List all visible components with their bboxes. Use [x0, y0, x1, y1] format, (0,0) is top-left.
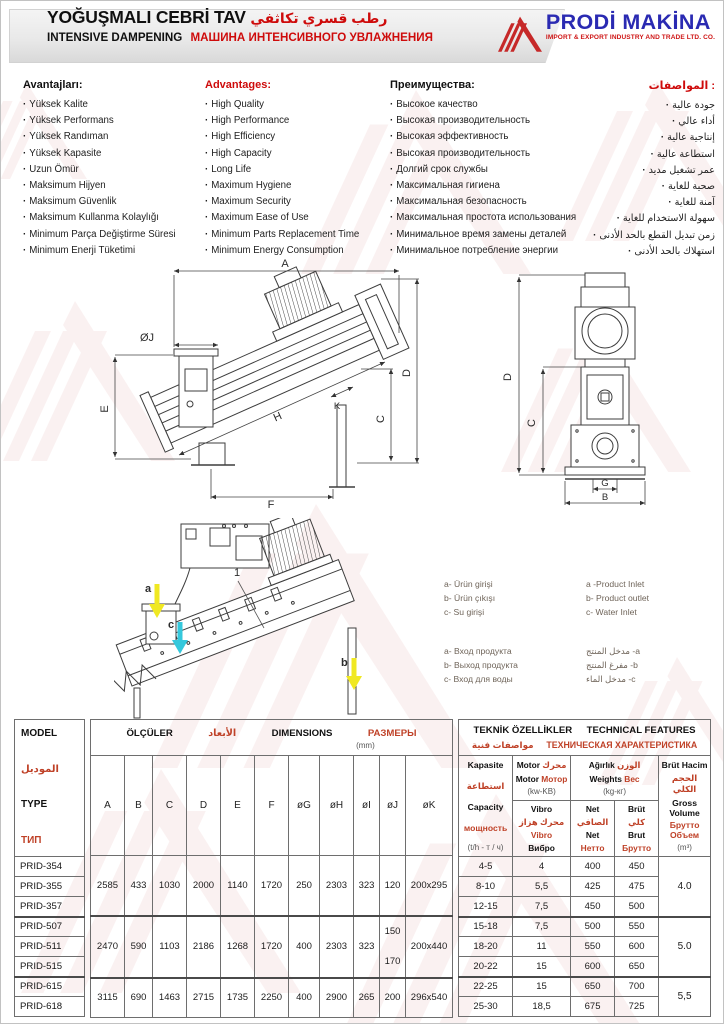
brut-label: Brut [627, 830, 646, 840]
list-item: · صحية للغاية [661, 181, 715, 193]
brut-value: 550 [615, 917, 659, 937]
list-item: · Высокая эффективность [390, 131, 509, 143]
model-name: PRID-515 [15, 957, 85, 977]
capacity-value: 12-15 [459, 897, 513, 917]
table-row [459, 977, 711, 997]
vibro-label: محرك هزاز [518, 817, 565, 827]
dim-label-front-d: D [502, 373, 514, 381]
net-header [571, 801, 614, 856]
dimension-value: 2303 [320, 916, 354, 978]
dimension-value: 3115 [91, 978, 125, 1018]
dim-col-header: øJ [380, 756, 406, 856]
list-item: · استهلاك بالحد الأدنى [628, 245, 715, 257]
list-item: · Maximum Security [205, 196, 291, 208]
list-item: · إنتاجية عالية [660, 132, 715, 144]
model-header-line: الموديل [21, 763, 59, 775]
list-item: · High Capacity [205, 147, 272, 159]
dimension-value: 2250 [255, 978, 289, 1018]
subtitle-russian: МАШИНА ИНТЕНСИВНОГО УВЛАЖНЕНИЯ [190, 31, 433, 44]
list-item: · Минимальное потребление энергии [390, 244, 558, 256]
flow-label-a: a [145, 583, 152, 595]
spec-table [14, 719, 711, 1018]
dimension-value: 120 [380, 856, 406, 916]
model-name: PRID-354 [15, 857, 85, 877]
table-row [15, 957, 85, 977]
feature-list-english [205, 79, 389, 259]
list-item: · Высокое качество [390, 99, 478, 110]
net-value: 450 [571, 897, 615, 917]
net-value: 675 [571, 997, 615, 1017]
brut-label: Brüt [627, 804, 646, 814]
list-item: · زمن تبديل القطع بالحد الأدنى [593, 229, 715, 241]
list-item: · Uzun Ömür [23, 163, 79, 175]
capacity-label: استطاعة [466, 780, 505, 791]
feature-heading-turkish: Avantajları: [23, 79, 83, 91]
net-value: 650 [571, 977, 615, 997]
weights-header [571, 756, 659, 857]
dimensions-title [91, 720, 453, 756]
feature-list-russian [390, 79, 595, 259]
list-item: · Minimum Energy Consumption [205, 244, 344, 256]
list-item: · Yüksek Kapasite [23, 147, 102, 159]
capacity-label: мощность [463, 822, 508, 833]
vibro-label: Вибро [528, 843, 555, 853]
net-value: 550 [571, 937, 615, 957]
model-header [15, 720, 85, 857]
title-arabic: رطب قسري تكاثفي [250, 10, 388, 26]
list-item: · High Performance [205, 115, 290, 127]
dim-col-header: øG [289, 756, 320, 856]
capacity-value: 4-5 [459, 857, 513, 877]
brut-header [614, 801, 658, 856]
capacity-unit: (t/h - т / ч) [467, 843, 504, 852]
net-value: 425 [571, 877, 615, 897]
net-label: Net [585, 830, 600, 840]
table-row [15, 997, 85, 1017]
feature-list-turkish [23, 79, 201, 259]
capacity-value: 18-20 [459, 937, 513, 957]
dims-title-ru: РАЗМЕРЫ [367, 727, 417, 739]
dimension-value: 200x440 [406, 916, 453, 978]
legend-turkish [444, 577, 495, 619]
dims-title-en: DIMENSIONS [271, 727, 333, 739]
dim-col-header: øK [406, 756, 453, 856]
list-item: · جودة عالية [665, 100, 715, 111]
capacity-label: Capacity [467, 802, 504, 812]
dim-label-d: D [401, 369, 413, 377]
dimension-value: 400 [289, 978, 320, 1018]
list-item: · عمر تشغيل مديد [642, 164, 715, 176]
brut-value: 475 [615, 877, 659, 897]
capacity-value: 20-22 [459, 957, 513, 977]
list-item: · استطاعة عالية [650, 148, 715, 160]
table-row [15, 937, 85, 957]
model-name: PRID-355 [15, 877, 85, 897]
model-table [14, 719, 85, 1017]
dim-col-header: øH [320, 756, 354, 856]
table-row [15, 917, 85, 937]
legend-line: a- Ürün girişi [444, 579, 493, 589]
brut-value: 725 [615, 997, 659, 1017]
table-row [91, 916, 453, 937]
motor-value: 11 [513, 937, 571, 957]
motor-value: 5,5 [513, 877, 571, 897]
legend-line: b- Product outlet [586, 593, 650, 603]
brand-tagline: IMPORT & EXPORT INDUSTRY AND TRADE LTD. CO. [545, 34, 715, 41]
dim-label-e: E [99, 405, 111, 413]
dimension-value: 323 [354, 856, 380, 916]
model-header-line: TYPE [21, 799, 48, 811]
legend-line: مفرغ المنتج -b [586, 660, 638, 670]
legend-line: مدخل المنتج -a [586, 646, 641, 656]
volume-label: Gross Volume [669, 797, 700, 818]
list-item: · High Efficiency [205, 131, 276, 143]
side-view-drawing [99, 257, 431, 509]
dimension-value: 200 [380, 978, 406, 1018]
list-item: · أداء عالي [672, 116, 715, 128]
legend-line: b- Выход продукта [444, 660, 518, 670]
feature-items-arabic [593, 98, 715, 260]
dim-label-front-b: B [601, 492, 609, 503]
dimension-value: 2470 [91, 916, 125, 978]
dims-unit: (mm) [356, 740, 375, 750]
weight-label: Ağırlık [588, 759, 615, 770]
dimension-value: 1103 [153, 916, 187, 978]
list-item: · آمنة للغاية [668, 197, 715, 209]
dimension-value: 1720 [255, 916, 289, 978]
dim-label-c: C [375, 415, 387, 423]
volume-unit: (m³) [677, 843, 692, 852]
legend-russian [444, 644, 518, 686]
model-name: PRID-511 [15, 937, 85, 957]
feature-items-russian [390, 97, 595, 259]
dim-label-k: K [333, 401, 341, 412]
tech-title [459, 720, 711, 756]
dimension-value: 2000 [187, 856, 221, 916]
brut-label: كلي [628, 817, 645, 827]
motor-value: 15 [513, 977, 571, 997]
legend-line: c- Su girişi [444, 607, 485, 617]
motor-value: 7,5 [513, 917, 571, 937]
net-value: 400 [571, 857, 615, 877]
dimension-value: 296x540 [406, 978, 453, 1018]
volume-label: Брутто Объем [669, 820, 700, 841]
list-item: · Maksimum Güvenlik [23, 196, 117, 208]
brut-value: 500 [615, 897, 659, 917]
dimension-value: 265 [354, 978, 380, 1018]
net-label: Нетто [580, 843, 605, 853]
model-header-line: ТИП [21, 834, 42, 846]
vibro-label: Vibro [530, 830, 553, 840]
logo-triangle-icon [498, 11, 542, 53]
dim-col-header: C [153, 756, 187, 856]
dim-col-header: A [91, 756, 125, 856]
dim-label-front-g: G [601, 478, 609, 489]
list-item: · Maximum Hygiene [205, 180, 292, 192]
dimension-value: 2715 [187, 978, 221, 1018]
weight-label: الوزن [617, 759, 641, 770]
legend-line: b- Ürün çıkışı [444, 593, 496, 603]
capacity-header [459, 756, 513, 857]
flow-view-drawing [114, 518, 439, 723]
motor-unit: (kw-KB) [527, 787, 556, 797]
model-name: PRID-615 [15, 977, 85, 997]
table-row [15, 857, 85, 877]
dimension-value: 433 [125, 856, 153, 916]
front-view-drawing [493, 257, 709, 509]
motor-value: 4 [513, 857, 571, 877]
weight-label: Вес [624, 773, 640, 784]
gross-volume-value: 4.0 [659, 857, 711, 917]
dimension-value: 1720 [255, 856, 289, 916]
legend-line: c- Water Inlet [586, 607, 637, 617]
capacity-value: 22-25 [459, 977, 513, 997]
capacity-label: Kapasite [467, 760, 504, 770]
dimension-value: 2900 [320, 978, 354, 1018]
dimension-value: 1030 [153, 856, 187, 916]
list-item: · Maksimum Hijyen [23, 180, 106, 192]
legend-line: c- Вход для воды [444, 674, 513, 684]
feature-heading-arabic: المواصفات : [648, 80, 715, 92]
legend-line: مدخل الماء -c [586, 674, 636, 684]
list-item: · سهولة الاستخدام للغاية [616, 213, 715, 225]
dimension-value: 1463 [153, 978, 187, 1018]
table-row [15, 877, 85, 897]
volume-label: Brüt Hacim [661, 760, 708, 770]
capacity-value: 8-10 [459, 877, 513, 897]
list-item: · Высокая производительность [390, 115, 531, 127]
dim-label-f: F [267, 499, 275, 509]
feature-items-turkish [23, 97, 201, 259]
net-label: الصافي [576, 817, 609, 827]
title-turkish: YOĞUŞMALI CEBRİ TAV [47, 7, 246, 27]
capacity-value: 25-30 [459, 997, 513, 1017]
weight-label: Weights [589, 773, 622, 784]
dimension-value: 690 [125, 978, 153, 1018]
legend-line: a -Product Inlet [586, 579, 645, 589]
dim-label-a: A [281, 258, 289, 270]
motor-value: 15 [513, 957, 571, 977]
weight-unit: (kg-кг) [603, 787, 626, 797]
feature-items-english [205, 97, 389, 259]
dim-label-h: H [271, 410, 284, 425]
dim-col-header: F [255, 756, 289, 856]
dims-title-ar: الأبعاد [208, 727, 237, 739]
motor-label: محرك [542, 759, 567, 770]
list-item: · High Quality [205, 99, 265, 110]
dim-col-header: B [125, 756, 153, 856]
table-row [15, 977, 85, 997]
legend-arabic [586, 644, 640, 686]
capacity-value: 15-18 [459, 917, 513, 937]
company-logo [498, 11, 715, 53]
dim-col-header: E [221, 756, 255, 856]
page-title [47, 7, 387, 28]
table-row [91, 978, 453, 998]
dimension-value: 590 [125, 916, 153, 978]
table-row [91, 856, 453, 876]
tech-title-ru: ТЕХНИЧЕСКАЯ ХАРАКТЕРИСТИКА [546, 739, 698, 750]
dimension-value-part: 170 [384, 955, 401, 967]
page-subtitle [47, 31, 433, 44]
tech-title-ar: مواصفات فنية [471, 739, 534, 750]
brut-value: 600 [615, 937, 659, 957]
net-value: 500 [571, 917, 615, 937]
feature-heading-english: Advantages: [205, 79, 272, 91]
dimension-value: 250 [289, 856, 320, 916]
tech-title-en: TECHNICAL FEATURES [586, 724, 696, 736]
motor-label: Мотор [541, 773, 568, 784]
dim-col-header: D [187, 756, 221, 856]
machine-number-label: 1 [234, 567, 241, 579]
model-header-line: MODEL [21, 728, 58, 739]
feature-list-arabic [593, 79, 715, 260]
tech-title-tr: TEKNİK ÖZELLİKLER [473, 724, 573, 736]
list-item: · Minimum Enerji Tüketimi [23, 244, 136, 256]
gross-volume-value: 5,5 [659, 977, 711, 1017]
list-item: · Долгий срок службы [390, 163, 488, 175]
model-name: PRID-357 [15, 897, 85, 917]
dimension-value: 2186 [187, 916, 221, 978]
dimension-value: 323 [354, 916, 380, 978]
dims-title-tr: ÖLÇÜLER [126, 727, 173, 739]
list-item: · Minimum Parts Replacement Time [205, 228, 360, 240]
list-item: · Максимальная гигиена [390, 180, 500, 192]
motor-vibro-header [513, 756, 571, 857]
list-item: · Максимальная простота использования [390, 212, 577, 224]
brut-label: Брутто [622, 843, 652, 853]
technical-features-table [458, 719, 711, 1017]
legend-line: a- Вход продукта [444, 646, 512, 656]
volume-header [659, 756, 711, 857]
list-item: · Maximum Ease of Use [205, 212, 309, 224]
model-name: PRID-507 [15, 917, 85, 937]
model-name: PRID-618 [15, 997, 85, 1017]
dimension-value: 1140 [221, 856, 255, 916]
feature-heading-russian: Преимущества: [390, 79, 475, 91]
list-item: · Yüksek Randıman [23, 131, 109, 143]
motor-label: Motor [516, 759, 540, 770]
list-item: · Minimum Parça Değiştirme Süresi [23, 228, 176, 240]
dimension-value: 400 [289, 916, 320, 978]
volume-label: الحجم الكلي [671, 772, 698, 794]
subtitle-english: INTENSIVE DAMPENING [47, 31, 183, 44]
list-item: · Yüksek Kalite [23, 99, 88, 110]
dim-col-header: øI [354, 756, 380, 856]
table-row [459, 917, 711, 937]
list-item: · Максимальная безопасность [390, 196, 527, 208]
table-row [459, 857, 711, 877]
dim-label-oj: ØJ [139, 332, 155, 344]
brut-value: 700 [615, 977, 659, 997]
vibro-label: Vibro [530, 804, 553, 814]
dimension-value: 200x295 [406, 856, 453, 916]
list-item: · Минимальное время замены деталей [390, 228, 567, 240]
legend-english [586, 577, 649, 619]
list-item: · Long Life [205, 163, 252, 175]
motor-value: 7,5 [513, 897, 571, 917]
brut-value: 650 [615, 957, 659, 977]
dim-label-front-c: C [526, 419, 538, 427]
dimension-value [380, 916, 406, 978]
list-item: · Yüksek Performans [23, 115, 114, 127]
dimension-value-part: 150 [384, 925, 401, 937]
gross-volume-value: 5.0 [659, 917, 711, 977]
motor-value: 18,5 [513, 997, 571, 1017]
net-value: 600 [571, 957, 615, 977]
table-row [15, 897, 85, 917]
list-item: · Высокая производительность [390, 147, 531, 159]
dimensions-table [90, 719, 453, 1018]
dimension-value: 2585 [91, 856, 125, 916]
brand-name: PRODİ MAKİNA [545, 10, 711, 34]
net-label: Net [585, 804, 600, 814]
dimension-value: 1735 [221, 978, 255, 1018]
brut-value: 450 [615, 857, 659, 877]
motor-label: Motor [515, 773, 539, 784]
flow-label-c: c [168, 619, 175, 631]
flow-label-b: b [341, 657, 348, 669]
dimension-value: 2303 [320, 856, 354, 916]
list-item: · Maksimum Kullanma Kolaylığı [23, 212, 159, 224]
dimension-value: 1268 [221, 916, 255, 978]
